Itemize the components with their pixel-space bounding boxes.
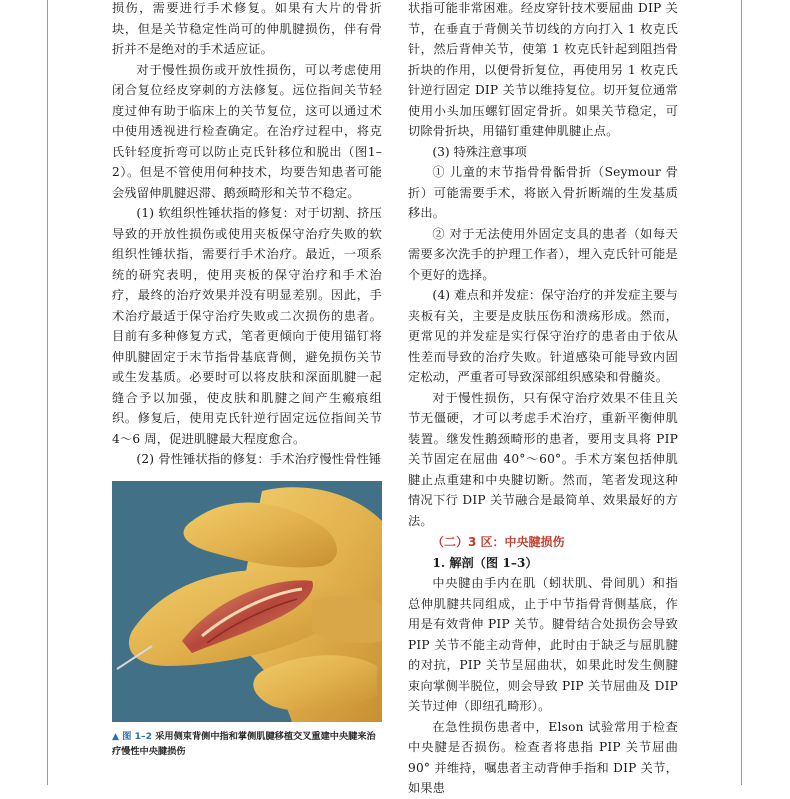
paragraph: 中央腱由手内在肌（蚓状肌、骨间肌）和指总伸肌腱共同组成，止于中节指骨背侧基底，作用是有效背伸 PIP 关节。腱骨结合处损伤会导致 PIP 关节不能主动背伸，此时由于缺乏与屈肌腱的对抗，PIP 关节呈屈曲状，如果此时发生侧腱束向掌侧半脱位，则会导致 PIP 关节屈曲及 DIP 关节过伸（即纽孔畸形）。 xyxy=(408,576,678,713)
paragraph: 对于慢性损伤，只有保守治疗效果不佳且关节无僵硬，才可以考虑手术治疗，重新平衡伸肌装置。继发性鹅颈畸形的患者，要用支具将 PIP 关节固定在屈曲 40°～60°。手术方案包括伸肌腱止点重建和中央腱切断。然而，笔者发现这种情况下行 DIP 关节融合是最简单、效果最好的方法。 xyxy=(408,390,678,528)
paragraph: 对于慢性损伤或开放性损伤，可以考虑使用闭合复位经皮穿刺的方法修复。远位指间关节轻度过伸有助于临床上的关节复位，这可以通过术中使用透视进行检查确定。在治疗过程中，将克氏针轻度折弯可以防止克氏针移位和脱出（图1–2）。但是不管使用何种技术，均要告知患者可能会残留伸肌腱迟滞、鹅颈畸形和关节不稳定。 xyxy=(112,62,382,200)
left-column xyxy=(112,0,382,470)
caption-text: 采用侧束背侧中指和掌侧肌腱移植交叉重建中央腱来治疗慢性中央腱损伤 xyxy=(112,731,376,757)
paragraph: 状指可能非常困难。经皮穿针技术要屈曲 DIP 关节，在垂直于背侧关节切线的方向打入 1 枚克氏针，然后背伸关节，使第 1 枚克氏针起到阻挡骨折块的作用，以便骨折复位，再使用另 1 枚克氏针逆行固定 DIP 关节以维持复位。切开复位通常使用小头加压螺钉固定骨折。如果关节稳定，可切除骨折块，用锚钉重建伸肌腱止点。 xyxy=(408,1,678,138)
paragraph: (4) 难点和并发症：保守治疗的并发症主要与夹板有关，主要是皮肤压伤和溃疡形成。然而，更常见的并发症是实行保守治疗的患者由于依从性差而导致的治疗失败。针道感染可能导致内固定松动，严重者可导致深部组织感染和骨髓炎。 xyxy=(408,288,678,384)
paragraph: 在急性损伤患者中，Elson 试验常用于检查中央腱是否损伤。检查者将患指 PIP 关节屈曲 90° 并维持，嘱患者主动背伸手指和 DIP 关节，如果患 xyxy=(408,719,678,795)
paragraph: ② 对于无法使用外固定支具的患者（如每天需要多次洗手的护理工作者），埋入克氏针可能是个更好的选择。 xyxy=(408,226,678,282)
paragraph: 损伤，需要进行手术修复。如果有大片的骨折块，但是关节稳定性尚可的伸肌腱损伤，伴有骨折并不是绝对的手术适应证。 xyxy=(112,1,382,56)
section-heading: （二）3 区：中央腱损伤 xyxy=(432,535,565,549)
paragraph: (1) 软组织性锤状指的修复：对于切割、挤压导致的开放性损伤或使用夹板保守治疗失败的软组织性锤状指，需要行手术治疗。最近，一项系统的研究表明，使用夹板的保守治疗和手术治疗，最终的治疗效果并没有明显差别。因此，手术治疗最适于保守治疗失败或二次损伤的患者。目前有多种修复方式，笔者更倾向于使用锚钉将伸肌腱固定于末节指骨基底背侧，避免损伤关节或生发基质。必要时可以将皮肤和深面肌腱一起缝合予以加强，使皮肤和肌腱之间产生瘢痕组织。修复后，使用克氏针逆行固定远位指间关节 4～6 周，促进肌腱最大程度愈合。 xyxy=(112,206,382,446)
subsection-heading: 1. 解剖（图 1–3） xyxy=(432,555,538,570)
paragraph: (2) 骨性锤状指的修复：手术治疗慢性骨性锤 xyxy=(136,452,382,466)
caption-label: ▲ 图 1–2 xyxy=(112,731,153,742)
right-column xyxy=(408,0,678,799)
subsection-title: (3) 特殊注意事项 xyxy=(432,144,527,159)
paragraph: ① 儿童的末节指骨骨骺骨折（Seymour 骨折）可能需要手术，将嵌入骨折断端的生发基质移出。 xyxy=(408,165,678,220)
figure-caption xyxy=(112,729,384,759)
photo-hand-surgery-icon xyxy=(112,481,382,722)
page-right-rule xyxy=(741,0,742,785)
page-left-rule xyxy=(47,0,48,785)
figure-photo xyxy=(112,481,382,722)
